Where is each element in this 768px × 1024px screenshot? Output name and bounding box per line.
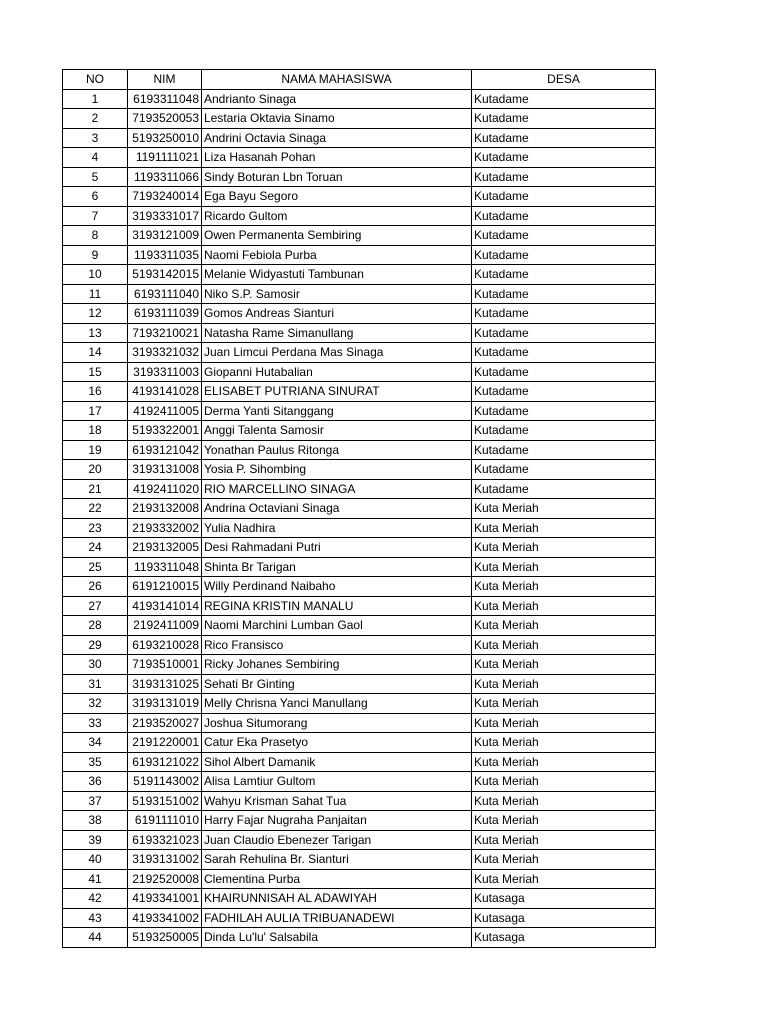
cell-no: 16 [63,382,128,402]
cell-no: 20 [63,460,128,480]
cell-nim: 3193131008 [128,460,202,480]
cell-no: 37 [63,791,128,811]
cell-desa: Kuta Meriah [472,850,656,870]
table-row [63,713,656,733]
table-row [63,284,656,304]
cell-nama: REGINA KRISTIN MANALU [202,596,472,616]
cell-nim: 3193131025 [128,674,202,694]
cell-nama: Sarah Rehulina Br. Sianturi [202,850,472,870]
cell-desa: Kuta Meriah [472,518,656,538]
cell-no: 26 [63,577,128,597]
cell-nim: 2193520027 [128,713,202,733]
cell-desa: Kutadame [472,128,656,148]
cell-nama: RIO MARCELLINO SINAGA [202,479,472,499]
cell-nama: Andrini Octavia Sinaga [202,128,472,148]
cell-nim: 4193141014 [128,596,202,616]
cell-desa: Kutadame [472,187,656,207]
cell-no: 12 [63,304,128,324]
cell-nim: 3193121009 [128,226,202,246]
cell-desa: Kuta Meriah [472,791,656,811]
cell-no: 35 [63,752,128,772]
table-row [63,323,656,343]
cell-no: 38 [63,811,128,831]
cell-nama: Alisa Lamtiur Gultom [202,772,472,792]
table-row [63,245,656,265]
header-desa: DESA [472,70,656,90]
table-row [63,499,656,519]
table-row [63,401,656,421]
table-row [63,148,656,168]
cell-nama: Ega Bayu Segoro [202,187,472,207]
cell-nama: Owen Permanenta Sembiring [202,226,472,246]
cell-desa: Kutadame [472,343,656,363]
cell-no: 10 [63,265,128,285]
cell-nim: 6191210015 [128,577,202,597]
cell-no: 30 [63,655,128,675]
table-row [63,304,656,324]
cell-nim: 2193132008 [128,499,202,519]
header-nim: NIM [128,70,202,90]
cell-desa: Kuta Meriah [472,869,656,889]
table-row [63,850,656,870]
table-row [63,226,656,246]
cell-desa: Kutadame [472,226,656,246]
cell-desa: Kuta Meriah [472,674,656,694]
cell-no: 6 [63,187,128,207]
table-row [63,674,656,694]
cell-desa: Kuta Meriah [472,811,656,831]
cell-nim: 1193311048 [128,557,202,577]
cell-nim: 5193322001 [128,421,202,441]
cell-no: 7 [63,206,128,226]
cell-desa: Kutadame [472,304,656,324]
cell-desa: Kuta Meriah [472,830,656,850]
cell-nim: 2192411009 [128,616,202,636]
cell-desa: Kutadame [472,284,656,304]
cell-nama: Sihol Albert Damanik [202,752,472,772]
table-row [63,791,656,811]
cell-nama: Derma Yanti Sitanggang [202,401,472,421]
cell-nama: Wahyu Krisman Sahat Tua [202,791,472,811]
cell-no: 2 [63,109,128,129]
cell-desa: Kutadame [472,440,656,460]
cell-nim: 6193321023 [128,830,202,850]
table-row [63,733,656,753]
cell-no: 15 [63,362,128,382]
cell-no: 34 [63,733,128,753]
cell-nim: 6193111039 [128,304,202,324]
cell-nim: 6193121022 [128,752,202,772]
cell-nim: 5191143002 [128,772,202,792]
cell-nama: Yosia P. Sihombing [202,460,472,480]
cell-no: 17 [63,401,128,421]
cell-desa: Kuta Meriah [472,557,656,577]
table-row [63,928,656,948]
cell-no: 25 [63,557,128,577]
cell-no: 28 [63,616,128,636]
header-row [63,70,656,90]
cell-no: 40 [63,850,128,870]
cell-nama: KHAIRUNNISAH AL ADAWIYAH [202,889,472,909]
cell-desa: Kutadame [472,382,656,402]
cell-nama: Willy Perdinand Naibaho [202,577,472,597]
table-row [63,830,656,850]
cell-nim: 6193121042 [128,440,202,460]
cell-no: 5 [63,167,128,187]
cell-no: 1 [63,89,128,109]
table-row [63,752,656,772]
cell-nama: Desi Rahmadani Putri [202,538,472,558]
cell-no: 19 [63,440,128,460]
cell-nim: 2193332002 [128,518,202,538]
table-row [63,577,656,597]
cell-no: 44 [63,928,128,948]
cell-desa: Kuta Meriah [472,635,656,655]
cell-desa: Kutadame [472,362,656,382]
cell-nama: Sehati Br Ginting [202,674,472,694]
cell-no: 33 [63,713,128,733]
cell-nama: Naomi Febiola Purba [202,245,472,265]
cell-nama: Liza Hasanah Pohan [202,148,472,168]
cell-nim: 3193331017 [128,206,202,226]
cell-nama: Melanie Widyastuti Tambunan [202,265,472,285]
cell-nama: Sindy Boturan Lbn Toruan [202,167,472,187]
cell-nim: 5193250005 [128,928,202,948]
cell-no: 39 [63,830,128,850]
cell-nim: 5193250010 [128,128,202,148]
table-row [63,343,656,363]
cell-desa: Kuta Meriah [472,538,656,558]
cell-no: 13 [63,323,128,343]
table-row [63,421,656,441]
cell-no: 14 [63,343,128,363]
cell-desa: Kuta Meriah [472,655,656,675]
cell-desa: Kutadame [472,460,656,480]
cell-desa: Kutadame [472,323,656,343]
table-row [63,538,656,558]
cell-no: 42 [63,889,128,909]
header-nama-mahasiswa: NAMA MAHASISWA [202,70,472,90]
table-row [63,167,656,187]
table-row [63,109,656,129]
cell-nama: Gomos Andreas Sianturi [202,304,472,324]
cell-nim: 4192411020 [128,479,202,499]
cell-nama: Yulia Nadhira [202,518,472,538]
cell-nim: 3193321032 [128,343,202,363]
table-row [63,89,656,109]
cell-nama: Anggi Talenta Samosir [202,421,472,441]
table-row [63,694,656,714]
cell-desa: Kutasaga [472,889,656,909]
cell-no: 18 [63,421,128,441]
cell-no: 11 [63,284,128,304]
cell-nama: Rico Fransisco [202,635,472,655]
table-row [63,908,656,928]
cell-nim: 4192411005 [128,401,202,421]
cell-desa: Kutadame [472,148,656,168]
table-row [63,440,656,460]
cell-desa: Kutadame [472,245,656,265]
cell-no: 31 [63,674,128,694]
cell-desa: Kuta Meriah [472,616,656,636]
cell-nama: Andrianto Sinaga [202,89,472,109]
cell-nama: Harry Fajar Nugraha Panjaitan [202,811,472,831]
cell-desa: Kutasaga [472,908,656,928]
cell-nim: 4193341001 [128,889,202,909]
cell-nim: 2193132005 [128,538,202,558]
table-row [63,596,656,616]
cell-nama: ELISABET PUTRIANA SINURAT [202,382,472,402]
cell-desa: Kuta Meriah [472,577,656,597]
cell-nim: 7193510001 [128,655,202,675]
cell-desa: Kutadame [472,206,656,226]
cell-nim: 2192520008 [128,869,202,889]
cell-desa: Kutadame [472,265,656,285]
cell-desa: Kuta Meriah [472,713,656,733]
cell-nim: 2191220001 [128,733,202,753]
cell-nim: 3193311003 [128,362,202,382]
cell-desa: Kuta Meriah [472,694,656,714]
table-row [63,869,656,889]
cell-nama: Lestaria Oktavia Sinamo [202,109,472,129]
cell-nama: Catur Eka Prasetyo [202,733,472,753]
cell-nim: 6191111010 [128,811,202,831]
cell-nama: Juan Claudio Ebenezer Tarigan [202,830,472,850]
cell-nama: Yonathan Paulus Ritonga [202,440,472,460]
student-table [62,69,656,948]
table-row [63,187,656,207]
cell-no: 43 [63,908,128,928]
cell-no: 24 [63,538,128,558]
cell-no: 23 [63,518,128,538]
table-row [63,811,656,831]
cell-no: 9 [63,245,128,265]
cell-no: 29 [63,635,128,655]
cell-desa: Kutasaga [472,928,656,948]
cell-desa: Kutadame [472,167,656,187]
table-row [63,518,656,538]
cell-nama: Joshua Situmorang [202,713,472,733]
cell-nim: 5193142015 [128,265,202,285]
cell-nim: 3193131002 [128,850,202,870]
table-row [63,128,656,148]
cell-nama: Dinda Lu'lu' Salsabila [202,928,472,948]
table-row [63,889,656,909]
cell-nim: 4193141028 [128,382,202,402]
cell-nim: 3193131019 [128,694,202,714]
cell-no: 36 [63,772,128,792]
cell-nim: 7193520053 [128,109,202,129]
cell-desa: Kutadame [472,421,656,441]
cell-no: 22 [63,499,128,519]
cell-nim: 5193151002 [128,791,202,811]
table-row [63,635,656,655]
table-row [63,265,656,285]
cell-nim: 6193311048 [128,89,202,109]
cell-nim: 4193341002 [128,908,202,928]
cell-desa: Kuta Meriah [472,752,656,772]
table-row [63,655,656,675]
cell-nama: Shinta Br Tarigan [202,557,472,577]
cell-nama: Niko S.P. Samosir [202,284,472,304]
cell-nama: Naomi Marchini Lumban Gaol [202,616,472,636]
cell-nim: 1193311035 [128,245,202,265]
cell-nim: 6193210028 [128,635,202,655]
table-row [63,460,656,480]
cell-nama: Ricky Johanes Sembiring [202,655,472,675]
cell-desa: Kuta Meriah [472,772,656,792]
cell-nim: 1191111021 [128,148,202,168]
cell-nim: 6193111040 [128,284,202,304]
header-no: NO [63,70,128,90]
cell-desa: Kutadame [472,89,656,109]
cell-no: 41 [63,869,128,889]
cell-no: 3 [63,128,128,148]
table-row [63,206,656,226]
cell-no: 27 [63,596,128,616]
cell-no: 8 [63,226,128,246]
cell-nama: Andrina Octaviani Sinaga [202,499,472,519]
cell-nama: Melly Chrisna Yanci Manullang [202,694,472,714]
table-row [63,772,656,792]
cell-desa: Kuta Meriah [472,733,656,753]
cell-nim: 7193240014 [128,187,202,207]
cell-desa: Kuta Meriah [472,596,656,616]
table-row [63,362,656,382]
cell-no: 4 [63,148,128,168]
table-row [63,382,656,402]
cell-nama: Ricardo Gultom [202,206,472,226]
cell-nama: FADHILAH AULIA TRIBUANADEWI [202,908,472,928]
cell-nama: Natasha Rame Simanullang [202,323,472,343]
cell-no: 32 [63,694,128,714]
cell-nama: Clementina Purba [202,869,472,889]
cell-nim: 1193311066 [128,167,202,187]
cell-desa: Kutadame [472,109,656,129]
table-body [63,89,656,947]
cell-no: 21 [63,479,128,499]
table-row [63,479,656,499]
cell-desa: Kuta Meriah [472,499,656,519]
cell-nim: 7193210021 [128,323,202,343]
cell-desa: Kutadame [472,401,656,421]
table-row [63,616,656,636]
cell-nama: Juan Limcui Perdana Mas Sinaga [202,343,472,363]
table-row [63,557,656,577]
cell-nama: Giopanni Hutabalian [202,362,472,382]
cell-desa: Kutadame [472,479,656,499]
